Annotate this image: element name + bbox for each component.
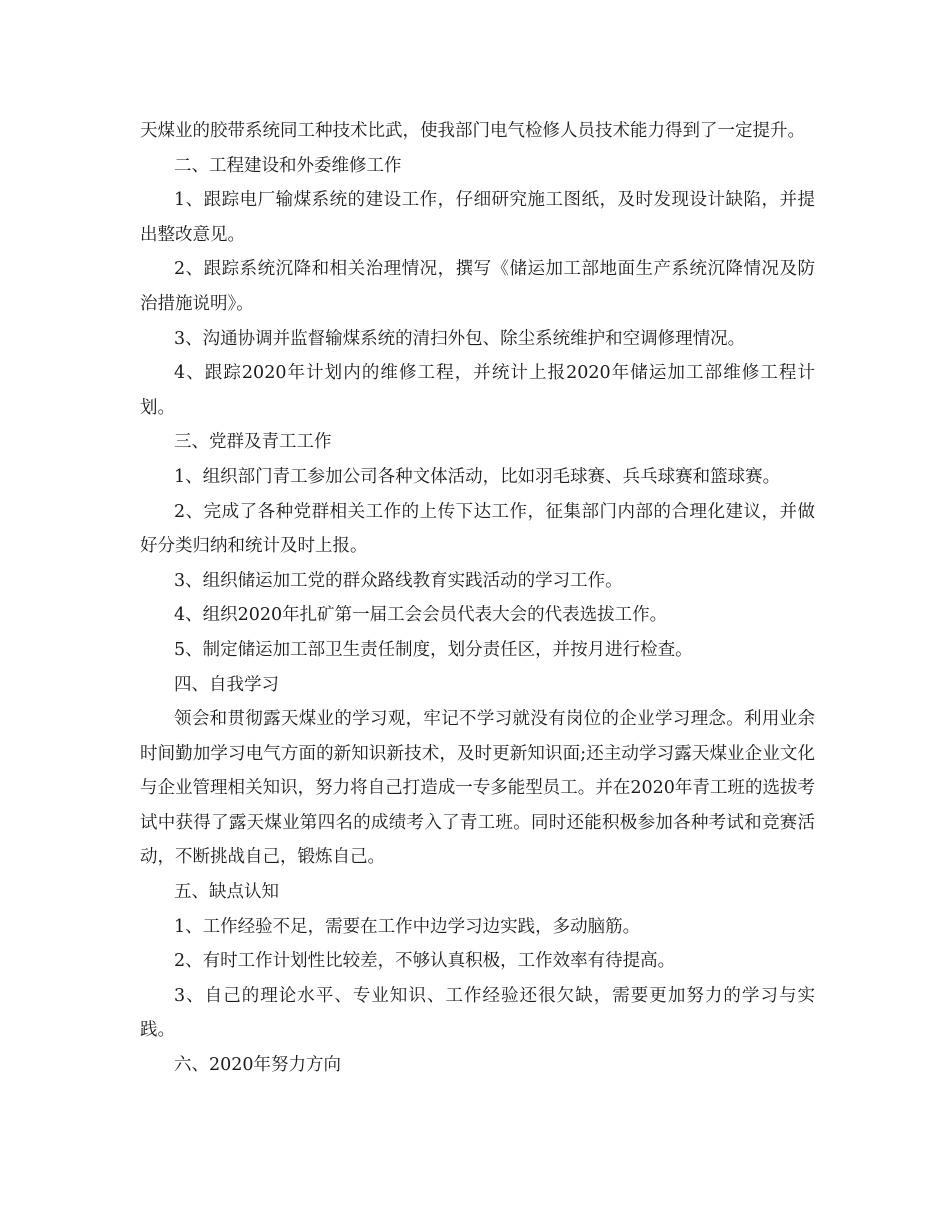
list-item: 2、有时工作计划性比较差，不够认真积极，工作效率有待提高。	[174, 951, 676, 972]
section-heading-5: 五、缺点认知	[174, 882, 279, 903]
body-paragraph: 领会和贯彻露天煤业的学习观，牢记不学习就没有岗位的企业学习理念。利用业余时间勤加学习电气方面的新知识新技术，及时更新知识面;还主动学习露天煤业企业文化与企业管理相关知识，努力将自己打造成一专多能型员工。并在2020年青工班的选拔考试中获得了露天煤业第四名的成绩考入了青工班。同时还能积极参加各种考试和竞赛活动，不断挑战自己，锻炼自己。	[140, 709, 815, 868]
paragraph-continuation: 天煤业的胶带系统同工种技术比武，使我部门电气检修人员技术能力得到了一定提升。	[140, 121, 805, 141]
list-item: 5、制定储运加工部卫生责任制度，划分责任区，并按月进行检查。	[174, 639, 693, 660]
list-item: 2、跟踪系统沉降和相关治理情况，撰写《储运加工部地面生产系统沉降情况及防治措施说明》。	[140, 259, 815, 314]
list-item: 4、组织2020年扎矿第一届工会会员代表大会的代表选拔工作。	[174, 605, 668, 626]
list-item: 1、跟踪电厂输煤系统的建设工作，仔细研究施工图纸，及时发现设计缺陷，并提出整改意见。	[140, 190, 815, 245]
list-item: 2、完成了各种党群相关工作的上传下达工作，征集部门内部的合理化建议，并做好分类归纳和统计及时上报。	[140, 501, 815, 557]
list-item: 1、组织部门青工参加公司各种文体活动，比如羽毛球赛、兵乓球赛和篮球赛。	[174, 466, 781, 487]
section-heading-6: 六、2020年努力方向	[174, 1055, 342, 1076]
list-item: 3、沟通协调并监督输煤系统的清扫外包、除尘系统维护和空调修理情况。	[174, 328, 746, 349]
section-heading-4: 四、自我学习	[174, 674, 279, 695]
section-heading-2: 二、工程建设和外委维修工作	[174, 155, 402, 176]
list-item: 1、工作经验不足，需要在工作中边学习边实践，多动脑筋。	[174, 916, 641, 937]
list-item: 3、组织储运加工党的群众路线教育实践活动的学习工作。	[174, 570, 623, 591]
list-item: 3、自己的理论水平、专业知识、工作经验还很欠缺，需要更加努力的学习与实践。	[140, 985, 815, 1041]
section-heading-3: 三、党群及青工工作	[174, 432, 332, 453]
document-body	[140, 114, 815, 1083]
list-item: 4、跟踪2020年计划内的维修工程，并统计上报2020年储运加工部维修工程计划。	[140, 363, 815, 418]
